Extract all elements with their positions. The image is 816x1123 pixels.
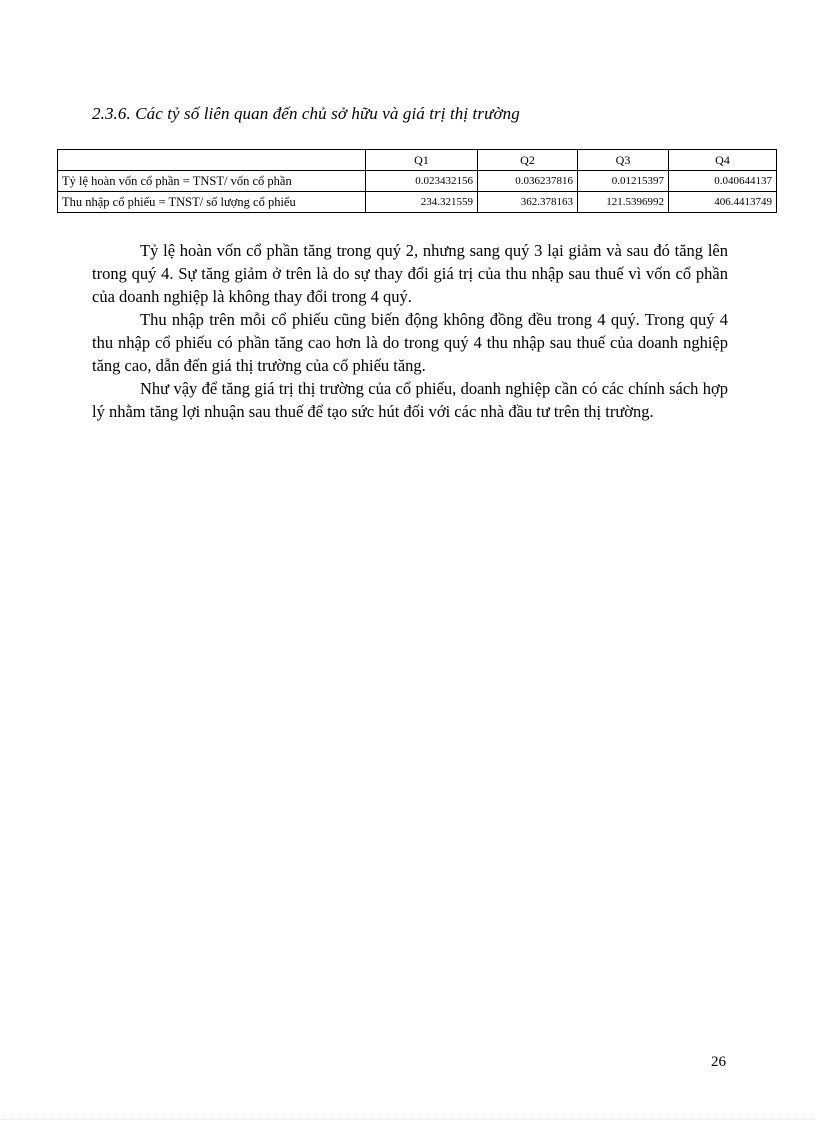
page-bottom-divider xyxy=(0,1119,816,1120)
table-row xyxy=(58,171,777,192)
row-label-earnings-per-share: Thu nhập cổ phiếu = TNST/ số lượng cổ phiếu xyxy=(58,192,366,213)
table-header-empty xyxy=(58,150,366,171)
table-cell-value: 234.321559 xyxy=(366,192,478,213)
table-cell-value: 0.01215397 xyxy=(578,171,669,192)
table-row xyxy=(58,192,777,213)
table-cell-value: 406.4413749 xyxy=(669,192,777,213)
body-text xyxy=(92,239,728,423)
row-label-return-on-equity: Tỷ lệ hoàn vốn cổ phần = TNST/ vốn cổ phần xyxy=(58,171,366,192)
ratios-table xyxy=(57,149,777,213)
paragraph-earnings-per-share: Thu nhập trên mỗi cổ phiếu cũng biến động không đồng đều trong 4 quý. Trong quý 4 thu nhập cổ phiếu có phần tăng cao hơn là do trong quý 4 thu nhập sau thuế của doanh nghiệp tăng cao, dẫn đến giá thị trường của cổ phiếu tăng. xyxy=(92,310,728,375)
paragraph-return-on-equity: Tỷ lệ hoàn vốn cổ phần tăng trong quý 2, nhưng sang quý 3 lại giảm và sau đó tăng lên trong quý 4. Sự tăng giảm ở trên là do sự thay đổi giá trị của thu nhập sau thuế vì vốn cổ phần của doanh nghiệp là không thay đổi trong 4 quý. xyxy=(92,241,728,306)
table-header-q3: Q3 xyxy=(578,150,669,171)
table-cell-value: 0.040644137 xyxy=(669,171,777,192)
table-cell-value: 0.023432156 xyxy=(366,171,478,192)
table-header-row xyxy=(58,150,777,171)
section-title: 2.3.6. Các tỷ số liên quan đến chủ sở hữu và giá trị thị trường xyxy=(92,104,520,123)
table-cell-value: 362.378163 xyxy=(478,192,578,213)
table-header-q2: Q2 xyxy=(478,150,578,171)
table-cell-value: 121.5396992 xyxy=(578,192,669,213)
page-number: 26 xyxy=(711,1054,726,1070)
table-header-q1: Q1 xyxy=(366,150,478,171)
table-header-q4: Q4 xyxy=(669,150,777,171)
paragraph-conclusion: Như vậy để tăng giá trị thị trường của cổ phiếu, doanh nghiệp cần có các chính sách hợp lý nhằm tăng lợi nhuận sau thuế để tạo sức hút đối với các nhà đầu tư trên thị trường. xyxy=(92,379,728,421)
table-cell-value: 0.036237816 xyxy=(478,171,578,192)
